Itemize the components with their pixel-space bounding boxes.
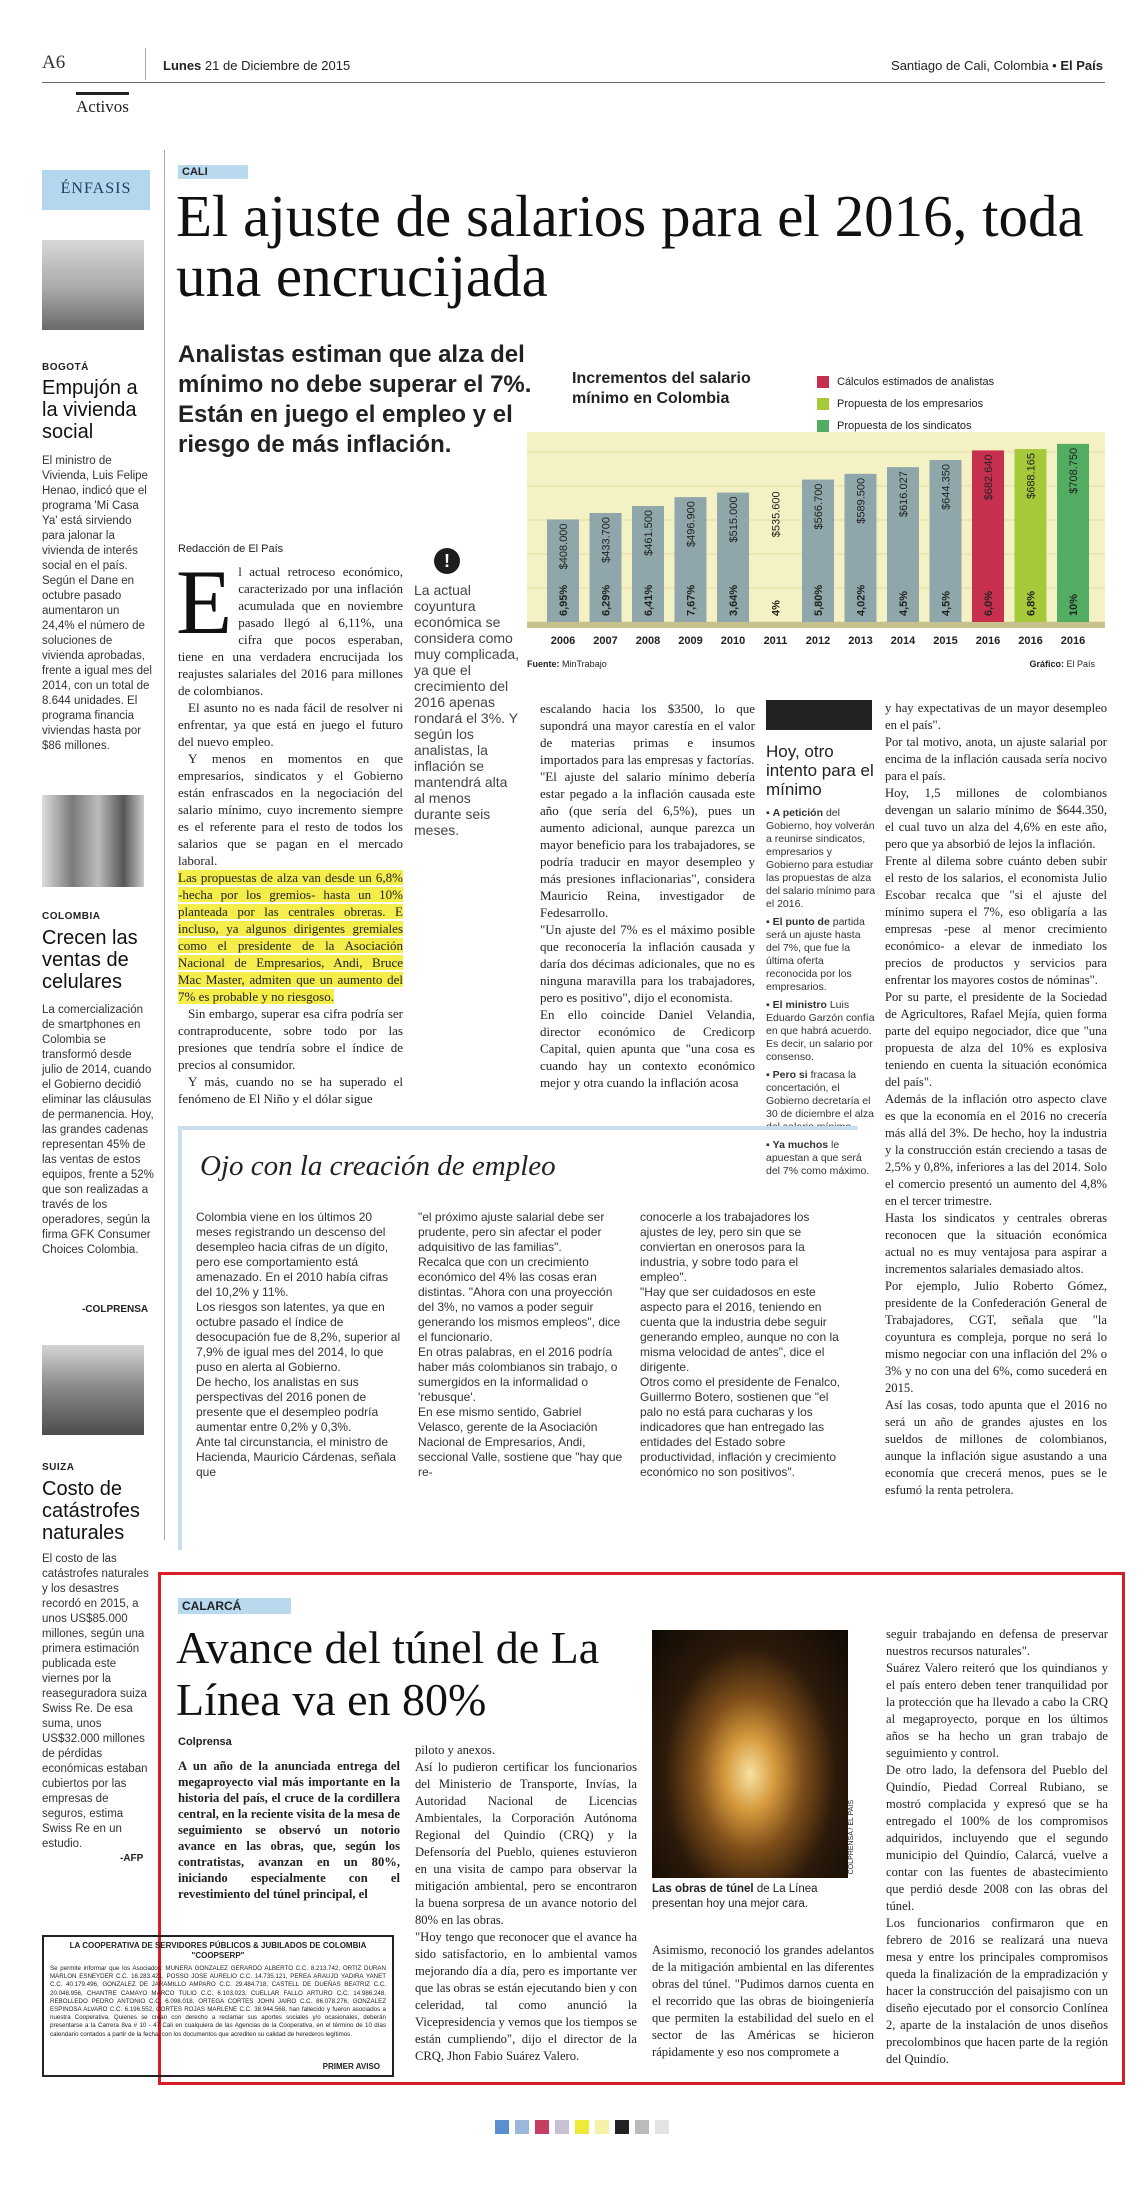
ojo-col1: Colombia viene en los últimos 20 meses registrando un descenso del desempleo hacia cifras de un dígito, pero ese comportamiento está amenazado. En el 2010 había cifras del 10,2% y 11%. Los riesgos son latentes, ya que en octubre pasado el índice de desocupación fue de 8,2%, superior al 7,9% de igual mes del 2014, lo que puso en alerta al Gobierno. De hecho, los analistas en sus perspectivas del 2016 ponen de presente que el desempleo podría aumentar entre 0,2% y 0,3%. Ante tal circunstancia, el ministro de Hacienda, Mauricio Cárdenas, señala que <box>196 1210 401 1479</box>
dropcap: E <box>176 551 233 653</box>
coop-notice <box>42 1935 394 2077</box>
list-item: ▪ El ministro Luis Eduardo Garzón confía en que habrá acuerdo. Es decir, un salario por consenso. <box>766 999 875 1063</box>
sidebar-item-body: El ministro de Vivienda, Luis Felipe Henao, indicó que el programa 'Mi Casa Ya' está sirviendo para jalonar la vivienda de interés social en el país. Según el Dane en octubre pasado aumentaron un 24,4% el número de soluciones de vivienda aprobadas, frente a igual mes del 2014, con un total de 8.644 unidades. El programa financia viviendas hasta por $86 millones. <box>42 455 152 752</box>
legend-item-analysts: Cálculos estimados de analistas <box>817 371 994 393</box>
article2-kicker: CALARCÁ <box>178 1598 291 1614</box>
sidebar-item-title: Empujón a la vivienda social <box>42 377 138 443</box>
chart-year-label: 2010 <box>720 635 746 647</box>
sidebar-item-body: El costo de las catástrofes naturales y los desastres recordó en 2015, a unos US$85.000 millones, según una primera estimación publicada este viernes por la reaseguradora suiza Swiss Re. De esa suma, unos US$32.000 millones de pérdidas económicas estaban cubiertos por las empresas de seguros, estima Swiss Re en un estudio. <box>42 1553 149 1850</box>
lead-paragraph: El actual retroceso económico, caracterizado por una inflación acumulada que en noviembre pasado llegó al 6,11%, una cifra que pocos esperaban, tiene en una verdadera encrucijada los reajustes salariales del 2016 para millones de colombianos. <box>176 551 403 698</box>
chart-value-label: $682.640 <box>983 454 995 501</box>
box-list <box>766 807 876 1178</box>
photo-credit: COLPRENSA / EL PAÍS <box>848 1800 855 1875</box>
article2-col4: seguir trabajando en defensa de preservar nuestros recursos naturales". Suárez Valero reiteró que los quindianos y el país entero deben tener tranquilidad por la protección que ha llevado a cabo la CRQ al megaproyecto, porque en los últimos años se ha hecho un gran trabajo de seguimiento y control. De otro lado, la defensora del Pueblo del Quindío, Piedad Correal Rubiano, se mostró complacida y expresó que se ha entregado el 100% de los compromisos adquiridos, incluyendo que el segundo municipio del Quindío, Calarcá, vuelve a contar con las fuentes de abastecimiento que perdió desde 2008 con las obras del túnel. Los funcionarios confirmaron que en febrero de 2016 se realizará una nueva mesa y entre los principales compromisos queda la finalización de la empradización y hacer la construcción del paisajismo con un diseño ejecutado por el consorcio Conlínea 2, aparte de la instalación de unos diseños precolombinos que hacen parte de la región del Quindío. <box>886 1627 1108 2066</box>
chart-pct-label: 3,64% <box>728 584 740 616</box>
chart-value-label: $515.000 <box>728 496 740 543</box>
chart-legend <box>817 371 994 437</box>
chart-year-label: 2014 <box>890 635 916 647</box>
color-swatch <box>535 2120 549 2134</box>
sidebar-item-credit: -AFP <box>120 1853 144 1864</box>
ojo-col2: "el próximo ajuste salarial debe ser prudente, pero sin afectar el poder adquisitivo de las familias". Recalca que con un crecimiento económico del 4% las cosas eran distintas. "Ahora con una proyección del 3%, no vamos a poder seguir generando los mismos empleos", dice el funcionario. En otras palabras, en el 2016 podría haber más colombianos sin trabajo, o sumergidos en la informalidad o 'rebusque'. En ese mismo sentido, Gabriel Velasco, gerente de la Asociación Nacional de Empresarios, Andi, seccional Valle, sostiene que "hay que re- <box>418 1210 623 1479</box>
chart-pct-label: 4,02% <box>855 584 868 616</box>
sidebar-photo-housing <box>42 240 144 330</box>
paragraph: Y menos en momentos en que empresarios, sindicatos y el Gobierno están enfrascados en la negociación del salario mínimo, cuyo incremento siempre es el referente para el resto de todos los salarios que se pagan en el mercado laboral. <box>178 751 403 868</box>
article-col2: escalando hacia los $3500, lo que supondrá una mayor carestía en el valor de materias primas e insumos importados para las empresas y factorías. "El ajuste del salario mínimo debería estar pegado a la inflación causada este año (que sería del 6,5%), pues un aumento adicional, aunque parezca un mayor beneficio para los trabajadores, se podría traducir en mayor desempleo y más presiones inflacionarias", considera Mauricio Reina, investigador de Fedesarrollo. "Un ajuste del 7% es el máximo posible que reconocería la inflación causada y daría dos décimas adicionales, que no es ninguna maravilla para los trabajadores, pero es positivo", dijo el economista. En ello coincide Daniel Velandia, director económico de Credicorp Capital, quien apunta que "una cosa es cuando hay un contexto económico mejor y otra cuando la inflación acosa <box>540 701 755 1090</box>
sidebar-item-title: Costo de catástrofes naturales <box>42 1478 140 1544</box>
box-dark-bar <box>766 700 872 730</box>
chart-year-label: 2012 <box>805 635 831 647</box>
chart-pct-label: 4% <box>770 600 783 616</box>
chart-year-label: 2007 <box>593 635 618 647</box>
chart-pct-label: 4,5% <box>940 590 953 616</box>
chart-year-label: 2009 <box>678 635 703 647</box>
sidebar-item-body: La comercialización de smartphones en Colombia se transformó desde julio de 2014, cuando el Gobierno decidió eliminar las cláusulas de permanencia. Hoy, las grandes cadenas representan 45% de las ventas de estos equipos, frente a 52% que son realizadas a través de los operadores, según la firma GFK Consumer Choices Colombia. <box>42 1004 154 1256</box>
sidebar-item-tag: COLOMBIA <box>42 911 101 922</box>
chart-value-label: $461.500 <box>643 510 655 556</box>
sidebar-item-tag: BOGOTÁ <box>42 362 89 373</box>
enfasis-banner: ÉNFASIS <box>42 170 150 210</box>
salary-chart <box>527 357 1105 674</box>
list-item: ▪ A petición del Gobierno, hoy volverán a reunirse sindicatos, empresarios y Gobierno para estudiar las propuestas de alza del salario mínimo para el 2016. <box>766 807 876 910</box>
chart-pct-label: 10% <box>1068 593 1080 616</box>
header-divider <box>145 48 146 80</box>
color-swatch <box>495 2120 509 2134</box>
section-tab: Activos <box>76 92 129 117</box>
chart-value-label: $644.350 <box>940 464 953 510</box>
chart-value-label: $408.000 <box>558 523 570 570</box>
paragraph: El asunto no es nada fácil de resolver ni enfrentar, ya que está en juego el futuro del nuevo empleo. <box>178 700 403 749</box>
chart-pct-label: 6,8% <box>1025 590 1038 616</box>
pull-quote: La actual coyuntura económica se considera como muy complicada, ya que el crecimiento del 2016 apenas rondará el 3%. Y según los analistas, la inflación se mantendrá alta al menos durante seis meses. <box>414 582 520 838</box>
chart-plot <box>527 432 1105 654</box>
chart-value-label: $708.750 <box>1068 447 1080 494</box>
sidebar-divider <box>164 150 165 1540</box>
paragraph: Y más, cuando no se ha superado el fenómeno de El Niño y el dólar sigue <box>178 1074 403 1106</box>
ojo-title: Ojo con la creación de empleo <box>200 1150 556 1182</box>
legend-item-unions: Propuesta de los sindicatos <box>817 415 994 437</box>
article-deck: Analistas estiman que alza del mínimo no debe superar el 7%. Están en juego el empleo y el riesgo de más inflación. <box>178 341 532 458</box>
chart-value-label: $589.500 <box>855 477 868 524</box>
chart-value-label: $566.700 <box>813 483 825 530</box>
article-headline: El ajuste de salarios para el 2016, toda una encrucijada <box>176 183 1084 309</box>
sidebar-item-tag: SUIZA <box>42 1462 75 1473</box>
tunnel-photo <box>652 1630 848 1878</box>
list-item: ▪ Ya muchos le apuestan a que será del 7% como máximo. <box>766 1139 870 1177</box>
quote-box <box>414 548 520 838</box>
chart-pct-label: 6,0% <box>983 590 995 616</box>
chart-credit: Gráfico: El País <box>1029 659 1095 669</box>
color-swatch <box>615 2120 629 2134</box>
article-col1 <box>176 551 403 1107</box>
color-swatch <box>575 2120 589 2134</box>
chart-pct-label: 7,67% <box>685 584 698 616</box>
ojo-section <box>178 1126 858 1550</box>
color-swatch <box>555 2120 569 2134</box>
list-item: ▪ Pero si fracasa la concertación, el Gobierno decretaría el 30 de diciembre el alza del salario mínimo. <box>766 1069 874 1133</box>
chart-pct-label: 6,41% <box>643 584 655 616</box>
article2-lead: A un año de la anunciada entrega del megaproyecto vial más importante en la historia del país, el cruce de la cordillera central, en la reciente visita de la mesa de seguimiento se observó un notorio avance en las obras, que, según los contratistas, avanzan en un 80%, iniciando especialmente con el revestimiento del túnel principal, el <box>178 1759 400 1901</box>
chart-pct-label: 6,95% <box>558 584 570 616</box>
chart-year-label: 2016 <box>1060 635 1086 647</box>
color-swatch <box>635 2120 649 2134</box>
article-col4: y hay expectativas de un mayor desempleo en el país". Por tal motivo, anota, un ajuste salarial por encima de la inflación causada sería nocivo para el país. Hoy, 1,5 millones de colombianos devengan un salario mínimo de $644.350, el cual tuvo un alza del 4,6% en este año, pero que ya absorbió de lejos la inflación. Frente al dilema sobre cuánto deben subir el resto de los salarios, el economista Julio Escobar recalca que "si el ajuste del mínimo supera el 7%, eso obligaría a las empresas -pese al menor crecimiento económico- a elevar de inmediato los precios de productos y servicios para enfrentar los mayores costos de nóminas". Por su parte, el presidente de la Sociedad de Agricultores, Rafael Mejía, quien forma parte del equipo negociador, dice que "una propuesta de alza del 10% es explosiva teniendo en cuenta la situación económica del país". Además de la inflación otro aspecto clave es que la economía en el 2016 no crecería más allá del 3%. De hecho, hoy la industria y la construcción están creciendo a tasas de 2,5% y 0,8%, inferiores a las del 2014. Solo el comercio presentó un aumento del 4,8% en el tercer trimestre. Hasta los sindicatos y centrales obreras reconocen que la situación económica actual no es muy ventajosa para aspirar a incrementos salariales demasiado altos. Por ejemplo, Julio Roberto Gómez, presidente de la Confederación General de Trabajadores, CGT, señala que "la coyuntura es compleja, porque no será lo mismo negociar con una inflación del 2% o 3% y no con una del 6%, como sucederá en 2015. Así las cosas, todo apunta que el 2016 no será un año de grandes ajustes en los sueldos de millones de colombianos, aunque la inflación sigue asustando a una economía que crecerá menos, pues se le esfumó la renta petrolera. <box>885 701 1107 1497</box>
color-swatch <box>515 2120 529 2134</box>
chart-value-label: $496.900 <box>685 501 698 547</box>
chart-value-label: $688.165 <box>1025 453 1038 499</box>
chart-year-label: 2016 <box>1018 635 1043 647</box>
chart-year-label: 2008 <box>635 635 661 647</box>
article2-headline: Avance del túnel de La Línea va en 80% <box>176 1622 600 1725</box>
header-rule <box>42 82 1105 83</box>
chart-year-label: 2015 <box>933 635 958 647</box>
chart-value-label: $535.600 <box>770 491 783 538</box>
chart-pct-label: 5,80% <box>813 584 825 616</box>
chart-pct-label: 4,5% <box>898 590 910 616</box>
color-swatch <box>595 2120 609 2134</box>
notice-footer: PRIMER AVISO <box>322 2062 380 2071</box>
article-kicker: CALI <box>178 165 248 179</box>
sidebar-photo-phones <box>42 795 144 887</box>
legend-item-business: Propuesta de los empresarios <box>817 393 994 415</box>
chart-year-label: 2006 <box>550 635 576 647</box>
notice-title: LA COOPERATIVA DE SERVIDORES PÚBLICOS & JUBILADOS DE COLOMBIA "COOPSERP" <box>69 1941 367 1960</box>
header-location: Santiago de Cali, Colombia • El País <box>891 58 1103 73</box>
chart-pct-label: 6,29% <box>600 584 613 616</box>
chart-source: Fuente: MinTrabajo <box>527 659 607 669</box>
sidebar-photo-disaster <box>42 1345 144 1435</box>
notice-body: Se permite informar que los Asociados: MUNERA GONZALEZ GERARDO ALBERTO C.C. 8.213.742, ORTIZ DURAN MARLON ESNEYDER C.C. 16.283.421, POSSO JOSE AURELIO C.C. 14.735.121, PEREA ARAUJO YADIRA YANET C.C. 40.179.496, GONZALEZ DE JARAMILLO AMPARO C.C. 29.484.718, CASTELL DE DUEÑAS BEATRIZ C.C. 20.048.956, CHANTRE CAMAYO MARCO TULIO C.C. 6.103.023, CUELLAR FALLO ARTURO C.C. 14.986.248, REBOLLEDO PEDRO ANTONIO C.C. 6.098.018, ORTEGA CORTES JOHN JAIRO C.C. 86.078.276, GONZALEZ ESPINOSA ALVARO C.C. 6.196.552, CORTES ROJAS MARLENE C.C. 38.944.568, han fallecido y fueron asociados a nuestra Cooperativa. Quienes se crean con derecho a reclamar sus aportes sociales y/o ocasionales, deberán presentarse a la Carrera 8va # 10 - 47 Cali en cualquiera de las Agencias de la Cooperativa, en el término de 10 días calendario contados a partir de la fecha, con los documentos que acrediten su calidad de herederos legítimos. <box>50 1965 386 2038</box>
chart-year-label: 2016 <box>975 635 1001 647</box>
header-date: Lunes 21 de Diciembre de 2015 <box>163 58 351 73</box>
chart-x-axis <box>527 622 1105 628</box>
print-color-bar <box>495 2120 669 2134</box>
photo-caption: Las obras de túnel de La Línea presentan hoy una mejor cara. <box>652 1883 818 1910</box>
highlighted-paragraph: Las propuestas de alza van desde un 6,8% -hecha por los gremios- hasta un 10% planteada por las centrales obreras. E incluso, ya algunos dirigentes gremiales como el presidente de la Asociación Nacional de Empresarios, Andi, Bruce Mac Master, admiten que un aumento del 7% es probable y no riesgoso. <box>178 870 403 1004</box>
exclamation-icon: ! <box>434 548 460 574</box>
article2-byline: Colprensa <box>178 1736 232 1748</box>
box-title: Hoy, otro intento para el mínimo <box>766 742 874 799</box>
sidebar-item-title: Crecen las ventas de celulares <box>42 927 138 993</box>
list-item: ▪ El punto de partida será un ajuste hasta del 7%, que fue la última oferta reconocida por los empresarios. <box>766 916 865 993</box>
article2-col2: piloto y anexos. Así lo pudieron certificar los funcionarios del Ministerio de Transporte, Invías, la Autoridad Nacional de Licencias Ambientales, la Corporación Autónoma Regional del Quindío (CRQ) y la Defensoría del Pueblo, quienes estuvieron en una visita de campo para observar la mitigación ambiental, pero se encontraron la buena sorpresa de un avance notorio del 80% en las obras. "Hoy tengo que reconocer que el avance ha sido satisfactorio, en lo ambiental vamos mejorando día a día, pero es importante ver que las obras se están ejecutando bien y con celeridad, tal como anunció la Vicepresidencia y vemos que los tiempos se están cumpliendo", dijo el director de la CRQ, Jhon Fabio Suárez Valero. <box>415 1743 637 2063</box>
chart-value-label: $616.027 <box>898 471 910 518</box>
paragraph: Sin embargo, superar esa cifra podría ser contraproducente, sobre todo por las presiones que tendría sobre el índice de precios al consumidor. <box>178 1006 403 1072</box>
sidebar-item-credit: -COLPRENSA <box>82 1304 149 1315</box>
ojo-col3: conocerle a los trabajadores los ajustes de ley, pero sin que se conviertan en onerosos para la industria, y sobre todo para el empleo". "Hay que ser cuidadosos en este aspecto para el 2016, teniendo en cuenta que la industria debe seguir generando empleo, aunque no con la misma velocidad de antes", dice el dirigente. Otros como el presidente de Fenalco, Guillermo Botero, sostienen que "el palo no está para cucharas y los indicadores que han entregado las entidades del Estado sobre productividad, inflación y crecimiento económico no son positivos". <box>640 1210 841 1479</box>
chart-year-label: 2011 <box>763 635 788 647</box>
chart-value-label: $433.700 <box>600 516 613 563</box>
info-box <box>766 700 876 1183</box>
chart-year-label: 2013 <box>848 635 873 647</box>
page-number: A6 <box>42 52 66 73</box>
byline: Redacción de El País <box>178 543 284 555</box>
article2-col3: Asimismo, reconoció los grandes adelantos de la mitigación ambiental en las diferentes obras del túnel. "Pudimos darnos cuenta en el recorrido que las obras de bioingeniería que permiten la estabilidad del suelo en el sector de las Américas se hicieron rápidamente y eso nos compromete a <box>652 1943 874 2059</box>
chart-title: Incrementos del salario mínimo en Colombia <box>572 370 751 407</box>
color-swatch <box>655 2120 669 2134</box>
